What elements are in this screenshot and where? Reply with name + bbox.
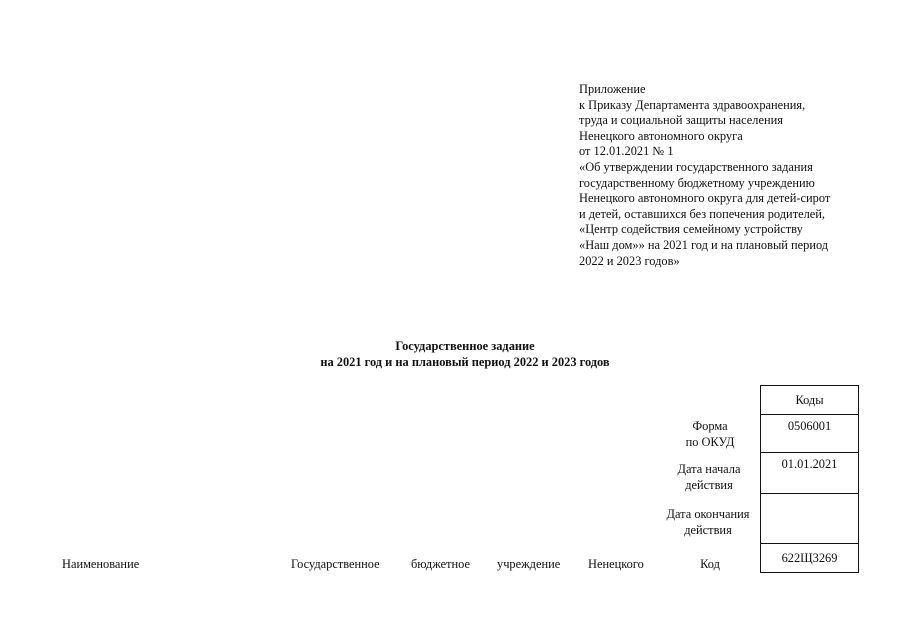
start-date-label-line: действия xyxy=(685,478,733,492)
appendix-line: «Центр содействия семейному устройству xyxy=(579,222,803,237)
end-date-label-line: Дата окончания xyxy=(666,507,750,521)
appendix-line: государственному бюджетному учреждению xyxy=(579,175,815,190)
start-date-label-line: Дата начала xyxy=(677,462,741,476)
appendix-line: Ненецкого автономного округа для детей-сирот xyxy=(579,191,831,206)
appendix-line: Ненецкого автономного округа xyxy=(579,128,743,143)
appendix-line: 2022 и 2023 годов» xyxy=(579,253,680,268)
document-subtitle: на 2021 год и на плановый период 2022 и 2023 годов xyxy=(320,355,610,369)
appendix-line: и детей, оставшихся без попечения родителей, xyxy=(579,206,826,221)
codes-header: Коды xyxy=(761,386,859,415)
name-value-word: Государственное xyxy=(291,557,380,571)
kod-value-cell: 622Щ3269 xyxy=(761,544,859,573)
name-label: Наименование xyxy=(62,557,140,571)
appendix-line: «Наш дом»» на 2021 год и на плановый период xyxy=(579,237,829,252)
okud-form-label-line: Форма xyxy=(692,419,728,433)
appendix-line: «Об утверждении государственного задания xyxy=(579,159,813,174)
appendix-line: к Приказу Департамента здравоохранения, xyxy=(579,97,806,112)
okud-form-label-line: по ОКУД xyxy=(685,435,735,449)
codes-table xyxy=(760,385,859,573)
document-title: Государственное задание xyxy=(395,339,535,353)
end-date-label-line: действия xyxy=(684,523,732,537)
appendix-line: от 12.01.2021 № 1 xyxy=(579,144,674,159)
start-date-label xyxy=(664,461,754,493)
name-value-word: бюджетное xyxy=(411,557,471,571)
appendix-line: труда и социальной защиты населения xyxy=(579,113,783,128)
appendix-line: Приложение xyxy=(579,82,646,96)
end-date-cell xyxy=(761,494,859,544)
name-value-word: учреждение xyxy=(497,557,561,571)
okud-form-label xyxy=(680,418,740,450)
start-date-cell: 01.01.2021 xyxy=(761,453,859,494)
name-value-word: Ненецкого xyxy=(588,557,644,571)
okud-code-cell: 0506001 xyxy=(761,415,859,453)
end-date-label xyxy=(656,506,760,538)
appendix-block xyxy=(579,82,879,269)
kod-label: Код xyxy=(700,557,720,571)
